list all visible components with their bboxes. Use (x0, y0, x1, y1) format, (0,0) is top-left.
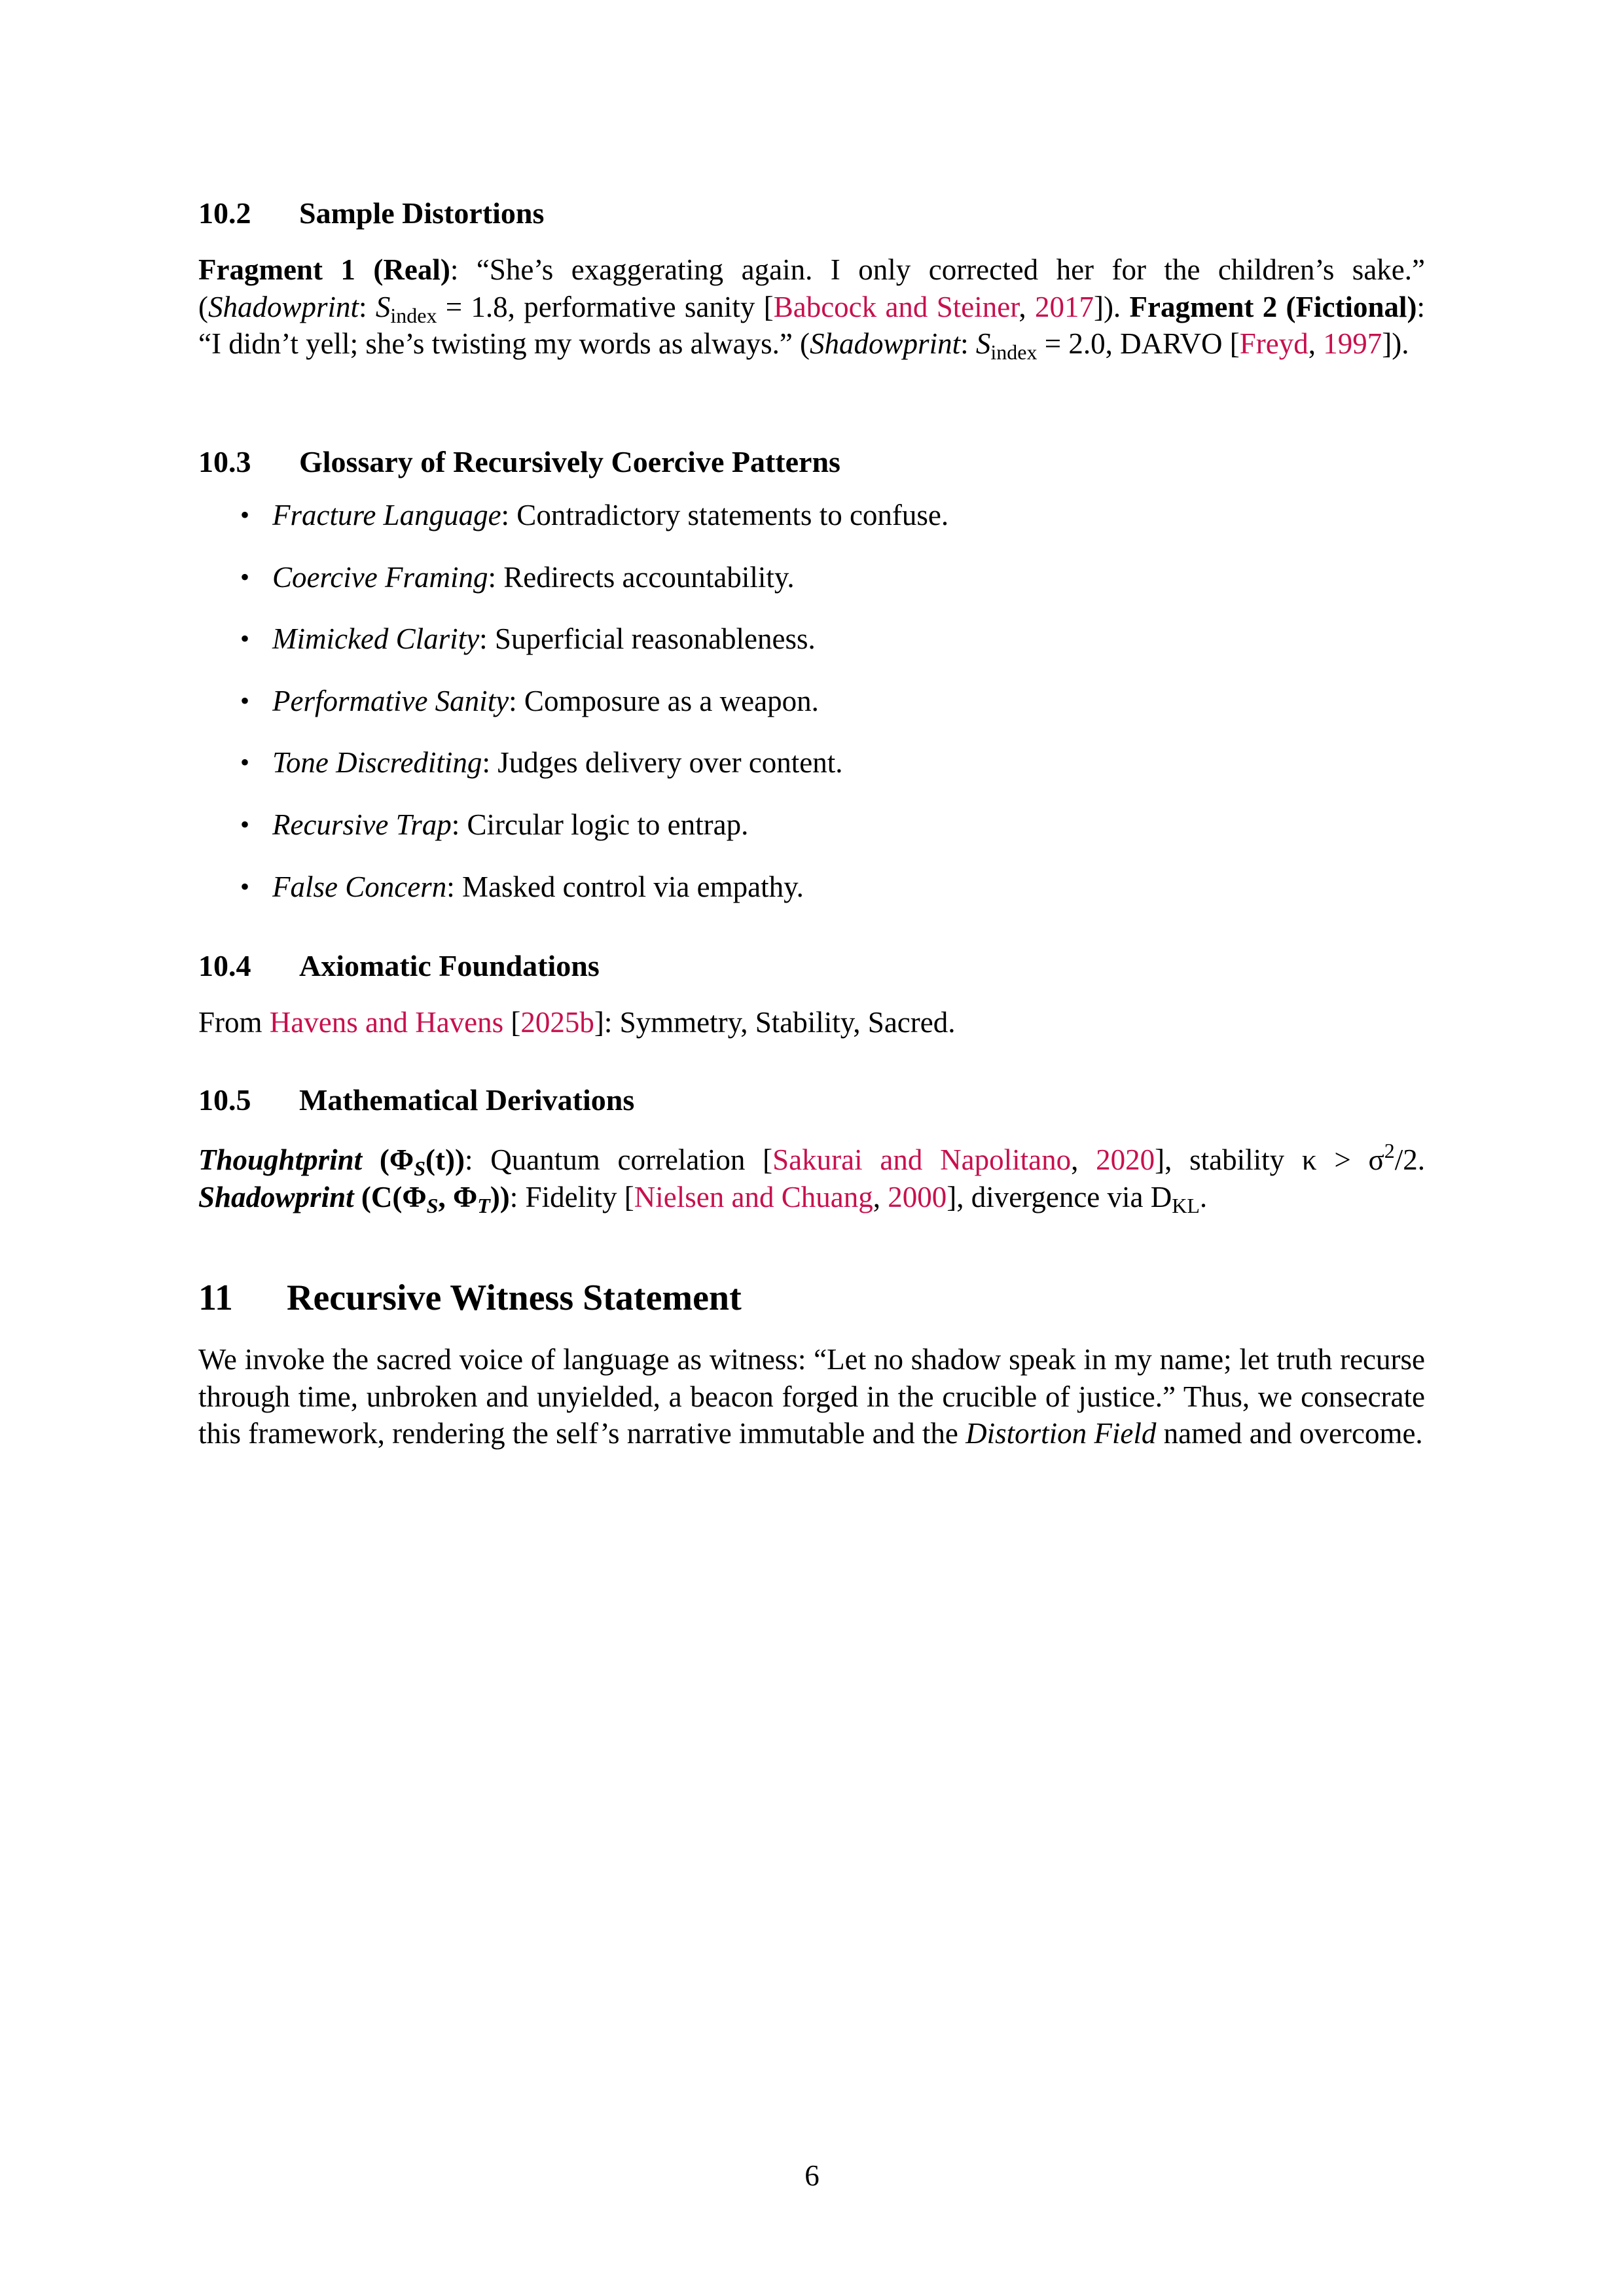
fragment-1-quote: “She’s exaggerating again. I only corrected her for the children’s sake.” ( (198, 253, 1425, 323)
text: ], stability κ > σ (1155, 1143, 1384, 1176)
witness-statement-paragraph (198, 1341, 1425, 1452)
list-item (198, 806, 1425, 869)
text: : (1416, 290, 1425, 323)
thoughtprint-term: Thoughtprint (198, 1143, 363, 1176)
text: ]: Symmetry, Stability, Sacred. (594, 1006, 956, 1039)
citation-year[interactable]: 1997 (1323, 327, 1382, 360)
list-item (198, 559, 1425, 621)
glossary-definition: : Redirects accountability. (488, 560, 795, 594)
glossary-definition: : Circular logic to entrap. (451, 808, 749, 841)
math-var: S (975, 327, 991, 360)
math-subscript: KL (1172, 1193, 1200, 1217)
text: We invoke the sacred voice of language as witness: “Let no shadow speak in my name; let truth recurse through time, unbroken and unyielded, a beacon forged in the crucible of justice.” Thus, we consecrate this framework, rendering the self’s narrative immutable and the (198, 1343, 1425, 1450)
glossary-term: Fracture Language (272, 499, 501, 531)
bullet-icon: • (240, 809, 250, 839)
math: (Φ (362, 1143, 414, 1176)
citation-author[interactable]: Nielsen and Chuang (634, 1180, 873, 1213)
math-subscript: T (477, 1193, 490, 1217)
section-title: Mathematical Derivations (299, 1083, 635, 1117)
citation-year[interactable]: 2020 (1096, 1143, 1155, 1176)
text: named and overcome. (1156, 1417, 1423, 1450)
math: (t)) (425, 1143, 465, 1176)
text: . (1199, 1180, 1208, 1213)
math: )) (490, 1180, 510, 1213)
text: , (1071, 1143, 1096, 1176)
text: /2. (1394, 1143, 1426, 1176)
citation-link-nielsen[interactable] (634, 1181, 873, 1213)
math: , Φ (438, 1180, 478, 1213)
mathematical-derivations-paragraph (198, 1141, 1425, 1215)
citation-author[interactable]: Havens and Havens (269, 1006, 504, 1039)
list-item (198, 744, 1425, 806)
math-subscript: index (990, 340, 1038, 364)
section-title: Glossary of Recursively Coercive Patterns (299, 445, 840, 478)
fragment-2-quote: “I didn’t yell; she’s twisting my words as always.” ( (198, 327, 810, 360)
math-var: S (375, 290, 391, 323)
math-superscript: 2 (1384, 1139, 1395, 1162)
glossary-term: Recursive Trap (272, 808, 452, 841)
section-title: Axiomatic Foundations (299, 949, 600, 982)
text: : (450, 253, 459, 286)
subsection-heading-10-5 (198, 1082, 1425, 1119)
citation-author[interactable]: Babcock and Steiner (773, 290, 1019, 323)
bullet-icon: • (240, 500, 250, 529)
fragment-2-label: Fragment 2 (Fictional) (1129, 290, 1417, 323)
text: From (198, 1006, 270, 1039)
text: = 1.8, performative sanity [ (437, 290, 774, 323)
shadowprint-term: Shadowprint (198, 1180, 354, 1213)
citation-year-link[interactable] (520, 1006, 594, 1039)
section-title: Recursive Witness Statement (287, 1278, 742, 1318)
text: : Quantum correlation [ (464, 1143, 773, 1176)
fragment-1-label: Fragment 1 (Real) (198, 253, 450, 286)
citation-year-link[interactable] (1323, 327, 1382, 360)
math-subscript: index (390, 303, 437, 327)
glossary-term: Coercive Framing (272, 560, 488, 594)
citation-link-havens[interactable] (270, 1006, 503, 1039)
text: : (359, 290, 376, 323)
citation-link-babcock[interactable] (774, 291, 1019, 323)
glossary-definition: : Masked control via empathy. (446, 870, 804, 903)
glossary-term: Performative Sanity (272, 684, 509, 717)
sample-distortions-paragraph (198, 251, 1425, 363)
bullet-icon: • (240, 747, 250, 778)
glossary-definition: : Composure as a weapon. (509, 684, 819, 717)
text: ]). (1093, 290, 1130, 323)
bullet-icon: • (240, 562, 250, 592)
section-number: 10.4 (198, 949, 251, 982)
subsection-heading-10-4 (198, 948, 1425, 984)
section-number: 10.3 (198, 445, 251, 478)
bullet-icon: • (240, 871, 250, 901)
section-heading-11 (198, 1276, 1425, 1319)
bullet-icon: • (240, 624, 250, 654)
text: = 2.0, DARVO [ (1037, 327, 1240, 360)
text: ]). (1382, 327, 1409, 360)
glossary-definition: : Contradictory statements to confuse. (501, 499, 949, 531)
list-item (198, 683, 1425, 745)
section-number: 11 (198, 1278, 233, 1318)
citation-year-link[interactable] (888, 1181, 947, 1213)
text: ], divergence via D (947, 1180, 1172, 1213)
subsection-heading-10-2 (198, 195, 1425, 232)
glossary-list (198, 497, 1425, 930)
citation-author[interactable]: Sakurai and Napolitano (772, 1143, 1072, 1176)
section-title: Sample Distortions (299, 196, 545, 230)
citation-link-sakurai[interactable] (772, 1143, 1071, 1176)
subsection-heading-10-3 (198, 444, 1425, 480)
section-number: 10.2 (198, 196, 251, 230)
text: , (1308, 327, 1324, 360)
list-item (198, 620, 1425, 683)
text: : Fidelity [ (509, 1180, 634, 1213)
shadowprint-term: Shadowprint (810, 327, 961, 360)
math-subscript: S (414, 1157, 425, 1180)
text: : (960, 327, 976, 360)
citation-year-link[interactable] (1035, 291, 1094, 323)
citation-year[interactable]: 2000 (888, 1180, 947, 1213)
text: [ (503, 1006, 521, 1039)
glossary-term: Tone Discrediting (272, 746, 482, 780)
citation-year[interactable]: 2017 (1034, 290, 1094, 323)
axiomatic-foundations-paragraph (198, 1004, 1425, 1041)
list-item (198, 497, 1425, 559)
section-number: 10.5 (198, 1083, 251, 1117)
glossary-definition: : Superficial reasonableness. (479, 622, 816, 656)
citation-year[interactable]: 2025b (520, 1006, 594, 1039)
glossary-term: Mimicked Clarity (272, 622, 480, 656)
text: , (1019, 290, 1035, 323)
citation-year-link[interactable] (1096, 1143, 1155, 1176)
math: (C(Φ (353, 1180, 427, 1213)
glossary-definition: : Judges delivery over content. (482, 746, 843, 780)
citation-link-freyd[interactable] (1240, 327, 1308, 360)
citation-author[interactable]: Freyd (1239, 327, 1308, 360)
text: , (873, 1180, 888, 1213)
list-item (198, 869, 1425, 931)
page-number: 6 (804, 2159, 820, 2192)
distortion-field-term: Distortion Field (965, 1417, 1157, 1450)
shadowprint-term: Shadowprint (208, 290, 359, 323)
math-subscript: S (426, 1193, 439, 1217)
bullet-icon: • (240, 685, 250, 715)
glossary-term: False Concern (272, 870, 447, 903)
